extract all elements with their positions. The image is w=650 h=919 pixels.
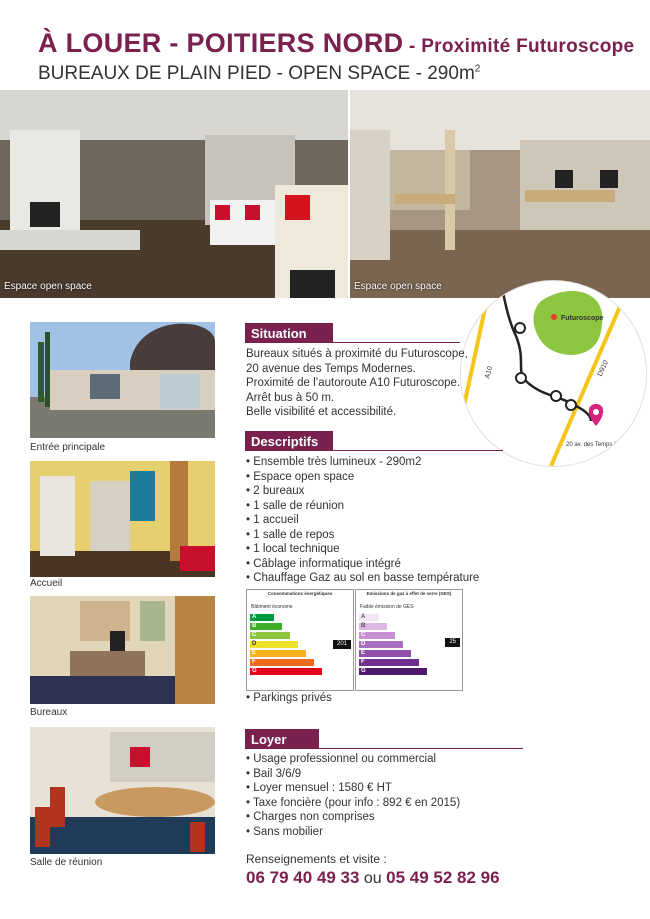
situation-heading: Situation <box>245 323 333 343</box>
dpe-energy-title: Consommations énergétiques <box>267 591 333 596</box>
phone-landline[interactable]: 05 49 52 82 96 <box>386 868 500 887</box>
descriptifs-item: • Espace open space <box>246 470 506 485</box>
descriptifs-item: • 2 bureaux <box>246 484 506 499</box>
descriptifs-rule <box>245 450 503 451</box>
loyer-item: • Usage professionnel ou commercial <box>246 752 526 767</box>
loyer-item: • Bail 3/6/9 <box>246 767 526 782</box>
loyer-list <box>246 752 526 839</box>
caption-salle-reunion: Salle de réunion <box>30 857 103 868</box>
loyer-item: • Sans mobilier <box>246 825 526 840</box>
descriptifs-heading: Descriptifs <box>245 431 333 451</box>
caption-open-space-left: Espace open space <box>4 281 92 292</box>
dpe-ges-bar: B <box>359 623 387 630</box>
dpe-energy-bar: G <box>250 668 322 675</box>
descriptifs-list <box>246 455 506 586</box>
dpe-ges-bar: E <box>359 650 411 657</box>
open-space-left-image <box>0 90 348 298</box>
photo-salle-reunion <box>30 727 215 854</box>
dpe-ges-value: 25 <box>445 638 460 647</box>
dpe-ges-chart <box>355 589 463 691</box>
caption-bureaux: Bureaux <box>30 707 68 718</box>
page-subtitle <box>38 63 480 85</box>
dpe-energy-bar: D <box>250 641 298 648</box>
subtitle-text: BUREAUX DE PLAIN PIED - OPEN SPACE - 290m <box>38 63 475 84</box>
caption-entree: Entrée principale <box>30 442 106 453</box>
title-sub: - Proximité Futuroscope <box>403 36 635 57</box>
dpe-ges-bar: F <box>359 659 419 666</box>
dpe-energy-label: Bâtiment économe <box>251 604 293 610</box>
situation-line: Bureaux situés à proximité du Futuroscope, <box>246 348 468 360</box>
dpe-energy-chart <box>246 589 354 691</box>
open-space-right-image <box>350 90 650 298</box>
dpe-energy-bar: A <box>250 614 274 621</box>
phone-mobile[interactable]: 06 79 40 49 33 <box>246 868 360 887</box>
loyer-rule <box>245 748 523 749</box>
situation-text <box>246 347 476 420</box>
caption-accueil: Accueil <box>30 578 63 589</box>
dpe-ges-bar: A <box>359 614 379 621</box>
descriptifs-item: • 1 salle de réunion <box>246 499 506 514</box>
descriptifs-item: • 1 salle de repos <box>246 528 506 543</box>
photo-bureaux <box>30 596 215 704</box>
dpe-energy-bar: F <box>250 659 314 666</box>
dpe-energy-bars <box>250 614 322 675</box>
loyer-item: • Loyer mensuel : 1580 € HT <box>246 781 526 796</box>
dpe-ges-label: Faible émission de GES <box>360 604 414 610</box>
photo-accueil <box>30 461 215 577</box>
contact-label: Renseignements et visite : <box>246 852 387 866</box>
dpe-ges-bars <box>359 614 427 675</box>
photo-entree <box>30 322 215 438</box>
dpe-ges-bar: C <box>359 632 395 639</box>
map-address-label: 20 av. des Temps Modernes <box>566 442 641 448</box>
phone-separator: ou <box>359 870 387 887</box>
caption-open-space-right: Espace open space <box>354 281 442 292</box>
dpe-ges-title: Emissions de gaz à effet de serre (GES) <box>366 591 452 596</box>
loyer-heading: Loyer <box>245 729 319 749</box>
parking-list <box>246 691 446 706</box>
situation-line: Arrêt bus à 50 m. <box>246 391 335 404</box>
photo-open-space-left <box>0 90 348 298</box>
bureaux-image <box>30 596 215 704</box>
map-road-a10-label: A10 <box>484 365 495 380</box>
dpe-energy-bar: B <box>250 623 282 630</box>
dpe-energy-bar: E <box>250 650 306 657</box>
loyer-item: • Taxe foncière (pour info : 892 € en 2015) <box>246 796 526 811</box>
descriptifs-item: • Câblage informatique intégré <box>246 557 506 572</box>
descriptifs-item: • Ensemble très lumineux - 290m2 <box>246 455 506 470</box>
title-main: À LOUER - POITIERS NORD <box>38 28 404 58</box>
accueil-image <box>30 461 215 577</box>
location-map <box>460 280 647 467</box>
contact-phones <box>246 868 500 888</box>
situation-line: 20 avenue des Temps Modernes. <box>246 362 416 375</box>
page-title <box>38 28 634 59</box>
map-brand-label: Futuroscope <box>561 315 604 322</box>
dpe-ges-bar: G <box>359 668 427 675</box>
dpe-ges-bar: D <box>359 641 403 648</box>
map-road-d910-label: D910 <box>596 359 610 378</box>
situation-line: Proximité de l’autoroute A10 Futuroscope. <box>246 377 461 389</box>
situation-line: Belle visibilité et accessibilité. <box>246 406 397 418</box>
parking-item: • Parkings privés <box>246 691 446 706</box>
dpe-energy-value: 201 <box>333 640 351 649</box>
descriptifs-item: • 1 accueil <box>246 513 506 528</box>
descriptifs-item: • 1 local technique <box>246 542 506 557</box>
photo-open-space-right <box>350 90 650 298</box>
subtitle-sup: 2 <box>474 63 481 75</box>
entree-image <box>30 322 215 438</box>
salle-reunion-image <box>30 727 215 854</box>
descriptifs-item: • Chauffage Gaz au sol en basse température <box>246 571 506 586</box>
dpe-energy-bar: C <box>250 632 290 639</box>
loyer-item: • Charges non comprises <box>246 810 526 825</box>
situation-rule <box>245 342 460 343</box>
